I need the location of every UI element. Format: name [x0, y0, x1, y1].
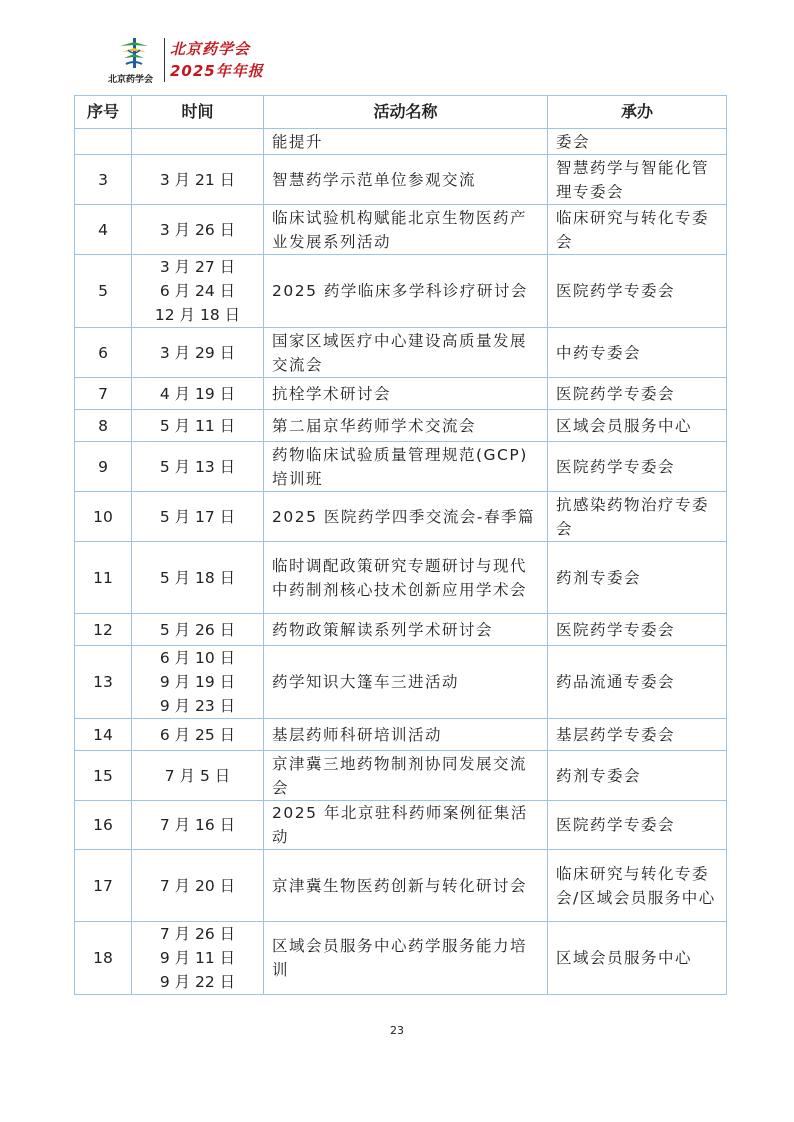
row-date: 3 月 29 日 — [159, 343, 236, 362]
row-date: 5 月 11 日 — [159, 416, 236, 435]
row-number: 14 — [75, 719, 132, 751]
row-dates — [132, 719, 264, 751]
row-activity-name: 京津冀三地药物制剂协同发展交流会 — [264, 751, 548, 801]
row-number: 8 — [75, 410, 132, 442]
row-dates — [132, 410, 264, 442]
table-row — [75, 646, 727, 719]
table-row — [75, 205, 727, 255]
header-title: 北京药学会 — [170, 40, 251, 58]
row-date: 3 月 27 日 — [159, 258, 236, 276]
row-activity-name: 京津冀生物医药创新与转化研讨会 — [264, 850, 548, 922]
row-host: 药剂专委会 — [548, 751, 727, 801]
logo-caption: 北京药学会 — [108, 75, 154, 85]
row-host: 中药专委会 — [548, 328, 727, 378]
column-header-host: 承办 — [548, 96, 727, 129]
row-host: 智慧药学与智能化管理专委会 — [548, 155, 727, 205]
table-row — [75, 442, 727, 492]
row-date: 3 月 26 日 — [159, 220, 236, 239]
table-row — [75, 492, 727, 542]
row-host: 区域会员服务中心 — [548, 410, 727, 442]
table-row — [75, 850, 727, 922]
row-number: 4 — [75, 205, 132, 255]
row-number: 9 — [75, 442, 132, 492]
table-row — [75, 410, 727, 442]
row-host: 区域会员服务中心 — [548, 922, 727, 995]
row-host: 药剂专委会 — [548, 542, 727, 614]
row-number: 15 — [75, 751, 132, 801]
row-dates — [132, 646, 264, 719]
row-dates — [132, 255, 264, 328]
row-dates — [132, 129, 264, 155]
row-number: 11 — [75, 542, 132, 614]
row-host: 基层药学专委会 — [548, 719, 727, 751]
row-date: 7 月 26 日 — [159, 925, 236, 943]
row-date: 6 月 10 日 — [159, 649, 236, 667]
row-date: 9 月 11 日 — [159, 949, 236, 967]
row-activity-name: 2025 医院药学四季交流会-春季篇 — [264, 492, 548, 542]
row-dates — [132, 205, 264, 255]
row-date: 9 月 23 日 — [159, 697, 236, 715]
row-number — [75, 129, 132, 155]
row-number: 6 — [75, 328, 132, 378]
row-date: 5 月 26 日 — [159, 620, 236, 639]
row-activity-name: 智慧药学示范单位参观交流 — [264, 155, 548, 205]
row-number: 18 — [75, 922, 132, 995]
row-activity-name: 药物临床试验质量管理规范(GCP)培训班 — [264, 442, 548, 492]
row-dates — [132, 442, 264, 492]
row-number: 17 — [75, 850, 132, 922]
table-row — [75, 922, 727, 995]
table-row — [75, 255, 727, 328]
row-dates — [132, 492, 264, 542]
row-activity-name: 药学知识大篷车三进活动 — [264, 646, 548, 719]
header-divider — [164, 38, 165, 82]
table-row — [75, 751, 727, 801]
row-host: 临床研究与转化专委会/区域会员服务中心 — [548, 850, 727, 922]
table-row — [75, 614, 727, 646]
row-date: 6 月 25 日 — [159, 725, 236, 744]
row-activity-name: 2025 年北京驻科药师案例征集活动 — [264, 801, 548, 850]
row-activity-name: 2025 药学临床多学科诊疗研讨会 — [264, 255, 548, 328]
row-activity-name: 能提升 — [264, 129, 548, 155]
table-row — [75, 542, 727, 614]
row-host: 医院药学专委会 — [548, 801, 727, 850]
row-dates — [132, 614, 264, 646]
column-header-activity: 活动名称 — [264, 96, 548, 129]
row-date: 5 月 18 日 — [159, 568, 236, 587]
row-date: 4 月 19 日 — [159, 384, 236, 403]
row-number: 12 — [75, 614, 132, 646]
row-date: 7 月 16 日 — [159, 816, 236, 834]
report-header — [108, 36, 408, 86]
row-number: 3 — [75, 155, 132, 205]
row-date: 12 月 18 日 — [154, 306, 241, 324]
row-date: 7 月 20 日 — [159, 876, 236, 895]
row-host: 委会 — [548, 129, 727, 155]
row-activity-name: 国家区域医疗中心建设高质量发展交流会 — [264, 328, 548, 378]
row-host: 抗感染药物治疗专委会 — [548, 492, 727, 542]
row-activity-name: 第二届京华药师学术交流会 — [264, 410, 548, 442]
row-dates — [132, 155, 264, 205]
row-date: 9 月 19 日 — [159, 673, 236, 691]
pharmacy-association-logo-icon — [112, 36, 156, 70]
table-row — [75, 719, 727, 751]
row-dates — [132, 751, 264, 801]
row-date: 9 月 22 日 — [159, 973, 236, 991]
table-row — [75, 801, 727, 850]
row-date: 6 月 24 日 — [159, 282, 236, 300]
row-host: 医院药学专委会 — [548, 378, 727, 410]
column-header-date: 时间 — [132, 96, 264, 129]
row-host: 医院药学专委会 — [548, 614, 727, 646]
column-header-number: 序号 — [75, 96, 132, 129]
row-dates — [132, 328, 264, 378]
page-number: 23 — [390, 1024, 404, 1037]
row-date: 7 月 5 日 — [164, 766, 231, 785]
row-number: 5 — [75, 255, 132, 328]
row-host: 医院药学专委会 — [548, 255, 727, 328]
row-host: 临床研究与转化专委会 — [548, 205, 727, 255]
row-dates — [132, 542, 264, 614]
row-date: 3 月 21 日 — [159, 170, 236, 189]
header-subtitle: 2025年年报 — [170, 62, 264, 80]
row-activity-name: 基层药师科研培训活动 — [264, 719, 548, 751]
table-row — [75, 378, 727, 410]
table-row — [75, 328, 727, 378]
table-header-row — [75, 96, 727, 129]
row-host: 药品流通专委会 — [548, 646, 727, 719]
activities-table — [74, 95, 727, 995]
row-activity-name: 抗栓学术研讨会 — [264, 378, 548, 410]
row-dates — [132, 378, 264, 410]
row-dates — [132, 801, 264, 850]
row-activity-name: 临时调配政策研究专题研讨与现代中药制剂核心技术创新应用学术会 — [264, 542, 548, 614]
table-row — [75, 155, 727, 205]
row-number: 7 — [75, 378, 132, 410]
row-date: 5 月 17 日 — [159, 507, 236, 526]
row-activity-name: 药物政策解读系列学术研讨会 — [264, 614, 548, 646]
row-date: 5 月 13 日 — [159, 457, 236, 476]
row-activity-name: 区域会员服务中心药学服务能力培训 — [264, 922, 548, 995]
table-body — [75, 129, 727, 995]
row-host: 医院药学专委会 — [548, 442, 727, 492]
row-dates — [132, 922, 264, 995]
row-activity-name: 临床试验机构赋能北京生物医药产业发展系列活动 — [264, 205, 548, 255]
row-dates — [132, 850, 264, 922]
row-number: 10 — [75, 492, 132, 542]
row-number: 16 — [75, 801, 132, 850]
table-row — [75, 129, 727, 155]
row-number: 13 — [75, 646, 132, 719]
